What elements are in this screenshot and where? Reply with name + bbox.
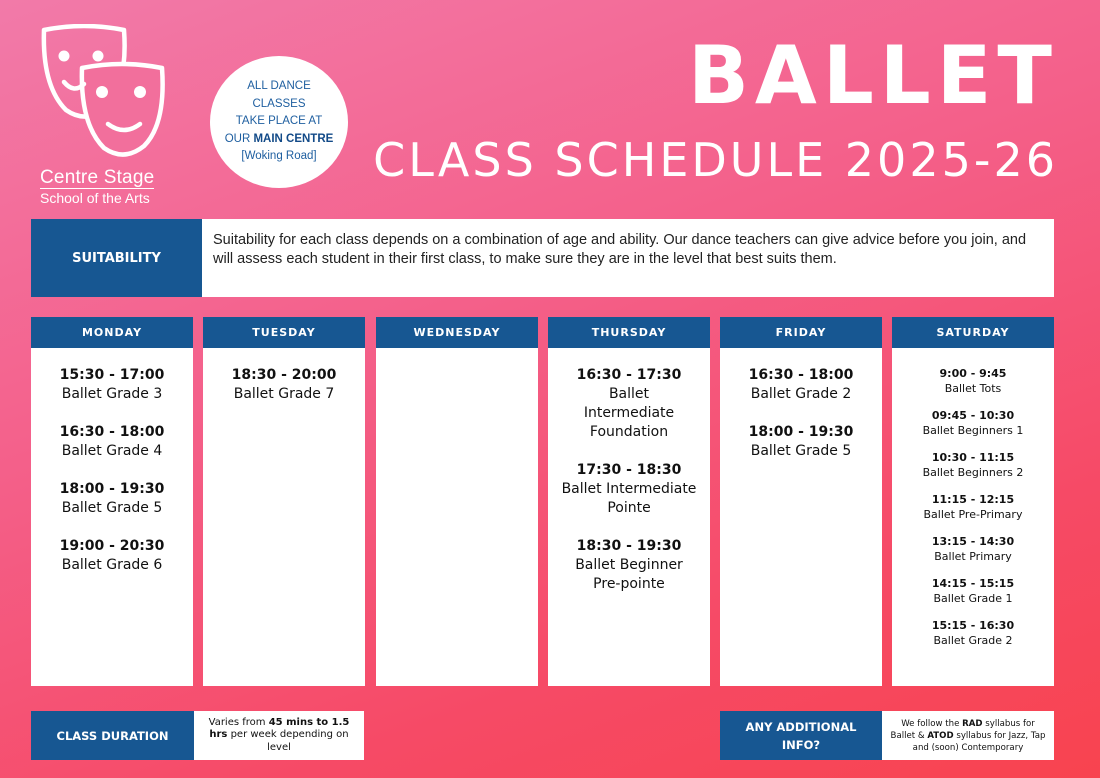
suitability-text: Suitability for each class depends on a combination of age and ability. Our dance teachers can give advice before you join, and will assess each student in their first class, to make sure they are in the level that best suits them.: [202, 219, 1054, 297]
day-header: THURSDAY: [548, 317, 710, 348]
info-text-part: syllabus for Jazz, Tap and (soon) Contemporary: [912, 730, 1046, 753]
class-entry: [892, 408, 1054, 438]
class-time: 16:30 - 17:30: [576, 367, 682, 383]
class-time: 16:30 - 18:00: [748, 367, 854, 383]
class-entry: [892, 450, 1054, 480]
class-time: 11:15 - 12:15: [931, 493, 1015, 506]
class-list: [892, 348, 1054, 648]
class-entry: [892, 366, 1054, 396]
additional-info-label: ANY ADDITIONAL INFO?: [720, 711, 882, 760]
class-time: 18:30 - 19:30: [576, 538, 682, 554]
info-text-part: syllabus for Ballet &: [890, 718, 1035, 741]
class-name: Ballet Grade 4: [61, 443, 163, 459]
class-entry: [31, 537, 193, 575]
class-name: Ballet Primary: [934, 550, 1012, 563]
class-time: 16:30 - 18:00: [59, 424, 165, 440]
page-subtitle: CLASS SCHEDULE 2025-26: [373, 133, 1058, 187]
class-entry: [566, 537, 692, 594]
day-column-thursday: [548, 317, 710, 686]
location-note-prefix: OUR: [224, 132, 254, 145]
class-time: 18:00 - 19:30: [59, 481, 165, 497]
additional-info-text: [882, 711, 1054, 760]
class-duration-text: [194, 711, 364, 760]
day-header: TUESDAY: [203, 317, 365, 348]
class-name: Ballet Grade 7: [233, 386, 335, 402]
day-column-friday: [720, 317, 882, 686]
location-note-line: [Woking Road]: [241, 150, 317, 163]
class-time: 14:15 - 15:15: [931, 577, 1015, 590]
class-time: 09:45 - 10:30: [931, 409, 1015, 422]
day-header: FRIDAY: [720, 317, 882, 348]
day-header: MONDAY: [31, 317, 193, 348]
class-entry: [31, 366, 193, 404]
class-time: 15:30 - 17:00: [59, 367, 165, 383]
class-name: Ballet Grade 2: [933, 634, 1013, 647]
rad-label: RAD: [962, 718, 983, 729]
class-name: Ballet Intermediate Pointe: [561, 481, 697, 516]
page-title: BALLET: [687, 29, 1058, 122]
class-name: Ballet Grade 3: [61, 386, 163, 402]
class-time: 17:30 - 18:30: [576, 462, 682, 478]
main-centre-label: MAIN CENTRE: [253, 132, 334, 145]
class-entry: [554, 461, 704, 518]
class-name: Ballet Beginner Pre-pointe: [575, 557, 683, 592]
day-column-tuesday: [203, 317, 365, 686]
class-time: 15:15 - 16:30: [931, 619, 1015, 632]
logo-school-name: Centre Stage: [40, 167, 155, 188]
suitability-label: SUITABILITY: [31, 219, 202, 297]
class-entry: [203, 366, 365, 404]
class-list: [720, 348, 882, 461]
location-note-line: [225, 131, 334, 149]
school-logo: [36, 24, 176, 204]
class-list: [203, 348, 365, 404]
class-entry: [892, 534, 1054, 564]
day-header: WEDNESDAY: [376, 317, 538, 348]
class-entry: [31, 423, 193, 461]
location-note-circle: [210, 56, 348, 188]
class-entry: [892, 618, 1054, 648]
day-column-monday: [31, 317, 193, 686]
class-name: Ballet Beginners 2: [922, 466, 1024, 479]
class-name: Ballet Grade 6: [61, 557, 163, 573]
class-name: Ballet Grade 2: [750, 386, 852, 402]
duration-suffix: per week depending on level: [227, 729, 349, 753]
class-name: Ballet Intermediate Foundation: [583, 386, 675, 440]
class-time: 18:30 - 20:00: [231, 367, 337, 383]
class-entry: [31, 480, 193, 518]
day-column-wednesday: [376, 317, 538, 686]
class-name: Ballet Grade 1: [933, 592, 1013, 605]
class-time: 9:00 - 9:45: [939, 367, 1007, 380]
class-name: Ballet Beginners 1: [922, 424, 1024, 437]
class-name: Ballet Tots: [944, 382, 1002, 395]
class-name: Ballet Grade 5: [750, 443, 852, 459]
class-entry: [566, 366, 692, 442]
class-list: [548, 348, 710, 594]
class-duration-label: CLASS DURATION: [31, 711, 194, 760]
class-name: Ballet Pre-Primary: [923, 508, 1023, 521]
location-note-line: TAKE PLACE AT: [235, 115, 323, 128]
duration-range: 45 mins to 1.5 hrs: [209, 716, 350, 741]
logo-school-subtitle: School of the Arts: [40, 190, 150, 206]
class-time: 19:00 - 20:30: [59, 538, 165, 554]
location-note-line: ALL DANCE: [247, 80, 311, 93]
class-name: Ballet Grade 5: [61, 500, 163, 516]
class-entry: [720, 423, 882, 461]
location-note-line: CLASSES: [252, 97, 306, 110]
day-column-saturday: [892, 317, 1054, 686]
theatre-masks-icon: [36, 24, 176, 174]
info-text-part: We follow the: [901, 718, 963, 729]
class-entry: [892, 576, 1054, 606]
atod-label: ATOD: [927, 730, 954, 741]
class-time: 10:30 - 11:15: [931, 451, 1015, 464]
class-time: 13:15 - 14:30: [931, 535, 1015, 548]
class-time: 18:00 - 19:30: [748, 424, 854, 440]
class-entry: [720, 366, 882, 404]
duration-prefix: Varies from: [208, 716, 269, 728]
class-list: [376, 348, 538, 366]
day-header: SATURDAY: [892, 317, 1054, 348]
class-list: [31, 348, 193, 575]
class-entry: [892, 492, 1054, 522]
